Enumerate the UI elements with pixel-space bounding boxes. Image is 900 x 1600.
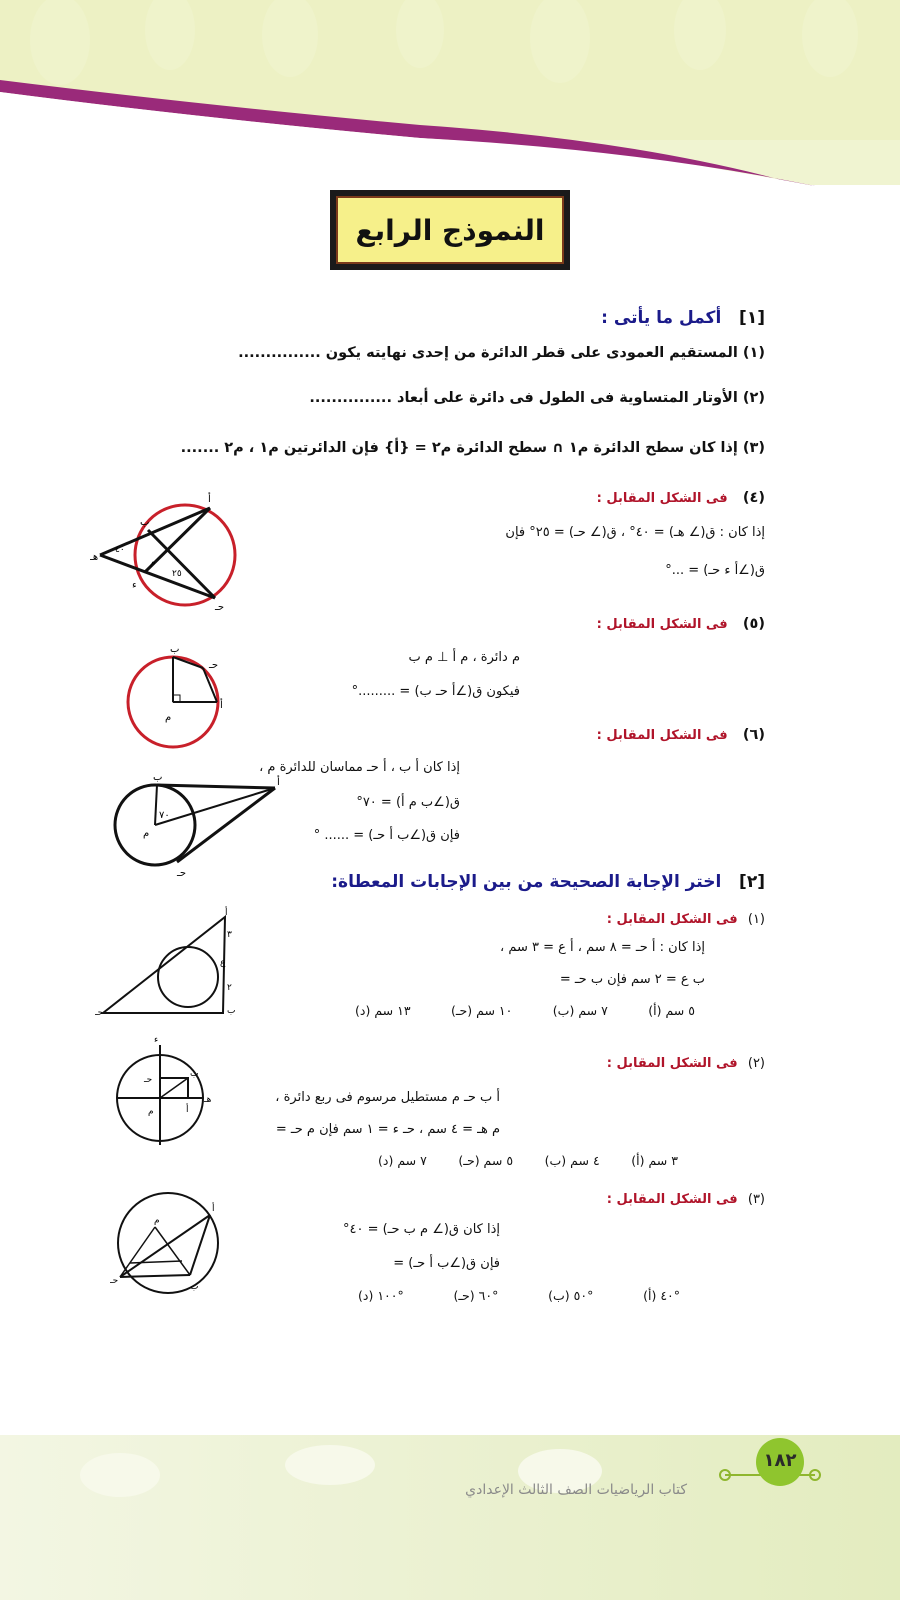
s2-question-3-header [465, 1188, 765, 1207]
s2-q3-line2: فإن ق(∠ب أ حـ) = [393, 1256, 500, 1271]
f7-label-6: حـ [95, 1008, 104, 1018]
section1-title: أكمل ما يأتى : [601, 308, 722, 328]
f7-label-4: ٢ [227, 983, 232, 993]
s1-q5-label: فى الشكل المقابل : [596, 617, 728, 632]
figure-s1-q4 [90, 490, 250, 620]
s2-q1-choice-a[interactable]: (أ) ٥ سم [648, 1003, 695, 1018]
s2-q2-choice-a[interactable]: (أ) ٣ سم [631, 1153, 678, 1168]
s2-q3-choices [358, 1288, 680, 1303]
s2-q1-choices [355, 1003, 695, 1018]
section2-number: [٢] [739, 872, 765, 892]
s2-q3-choice-a[interactable]: (أ) ٤٠° [643, 1288, 680, 1303]
f5-label-3: م [165, 712, 172, 723]
figure-s1-q6 [105, 770, 295, 880]
s1-question-4-header [465, 487, 765, 506]
s1-q4-line2: ق(∠أ ء حـ) = ...° [665, 563, 765, 578]
figure-s1-q5 [115, 640, 235, 760]
s2-q2-choice-d[interactable]: (د) ٧ سم [378, 1153, 427, 1168]
s2-q2-number: (٢) [747, 1056, 765, 1071]
s2-q2-choice-b[interactable]: (ب) ٤ سم [544, 1153, 600, 1168]
f6-label-1: ب [153, 772, 163, 783]
s1-q6-line1: إذا كان أ ب ، أ حـ مماسان للدائرة م ، [259, 760, 460, 775]
s1-question-2: (٢) الأوتار المتساوية فى الطول فى دائرة على أبعاد ............... [309, 390, 765, 406]
s1-q6-line3: فإن ق(∠ب أ حـ) = ...... ° [313, 828, 460, 843]
f4-label-6: م [150, 558, 156, 568]
section2-heading [165, 872, 765, 892]
s2-q1-label: فى الشكل المقابل : [606, 912, 738, 927]
f8-label-5: م [148, 1107, 154, 1117]
s2-q3-number: (٣) [747, 1192, 765, 1207]
f8-label-2: حـ [144, 1075, 153, 1085]
f7-label-5: ب [227, 1006, 236, 1016]
f8-label-6: أ [186, 1105, 189, 1115]
s1-q5-line1: م دائرة ، م أ ⊥ م ب [408, 650, 520, 665]
footer-book-title: كتاب الرياضيات الصف الثالث الإعدادي [465, 1482, 687, 1498]
f4-label-4: ٤٠ [115, 545, 125, 555]
s2-q3-line1: إذا كان ق(∠ م ب حـ) = ٤٠° [342, 1222, 500, 1237]
f5-label-1: ب [170, 644, 180, 655]
f5-label-4: أ [220, 700, 223, 711]
s1-q4-line1: إذا كان : ق(∠ هـ) = ٤٠° ، ق(∠ حـ) = ٢٥° فإن [505, 525, 765, 540]
s2-q2-line1: أ ب حـ م مستطيل مرسوم فى ربع دائرة ، [275, 1090, 500, 1105]
s2-q1-choice-c[interactable]: (حـ) ١٠ سم [450, 1003, 513, 1018]
s1-q4-label: فى الشكل المقابل : [596, 491, 728, 506]
s2-q3-choice-d[interactable]: (د) ١٠٠° [358, 1288, 404, 1303]
f9-label-1: أ [212, 1204, 215, 1214]
f8-label-1: ء [154, 1035, 159, 1045]
section1-number: [١] [739, 308, 765, 328]
page-title-box [330, 190, 570, 270]
f4-label-3: هـ [90, 552, 99, 563]
s1-q6-label: فى الشكل المقابل : [596, 728, 728, 743]
figure-s2-q3 [110, 1185, 230, 1305]
s1-question-3: (٣) إذا كان سطح الدائرة م١ ∩ سطح الدائرة م٢ = {أ} فإن الدائرتين م١ ، م٢ ....... [180, 440, 765, 456]
page-number: ١٨٢ [763, 1450, 797, 1471]
s2-q2-label: فى الشكل المقابل : [606, 1056, 738, 1071]
section1-heading [265, 308, 765, 328]
s1-question-5-header [465, 613, 765, 632]
s1-question-6-header [465, 724, 765, 743]
s1-q5-number: (٥) [742, 616, 765, 632]
s2-q1-choice-d[interactable]: (د) ١٣ سم [355, 1003, 411, 1018]
f6-label-4: أ [277, 777, 280, 788]
f6-label-2: ٧٠ [159, 810, 170, 821]
s1-question-1: (١) المستقيم العمودى على قطر الدائرة من إحدى نهايته يكون ............... [238, 345, 765, 361]
f6-label-5: حـ [177, 868, 187, 879]
s2-q2-line2: م هـ = ٤ سم ، حـ ء = ١ سم فإن م حـ = [275, 1122, 500, 1137]
section2-title: اختر الإجابة الصحيحة من بين الإجابات المعطاة: [331, 872, 722, 892]
f5-label-2: حـ [209, 660, 219, 671]
s2-q3-choice-c[interactable]: (حـ) ٦٠° [453, 1288, 499, 1303]
f6-label-3: م [143, 828, 150, 839]
page-title: النموذج الرابع [336, 196, 564, 264]
f8-label-3: ب [190, 1069, 199, 1079]
f4-label-7: ٢٥ [172, 569, 182, 579]
s1-q4-number: (٤) [742, 490, 765, 506]
f4-label-5: ء [132, 580, 137, 591]
s1-q6-line2: ق(∠ب م أ) = ٧٠° [356, 795, 460, 810]
f9-label-4: حـ [110, 1276, 119, 1286]
f4-label-2: ب [140, 517, 150, 528]
f4-label-8: حـ [215, 602, 225, 613]
s2-q3-choice-b[interactable]: (ب) ٥٠° [548, 1288, 594, 1303]
s2-q2-choice-c[interactable]: (حـ) ٥ سم [458, 1153, 514, 1168]
s2-q2-choices [378, 1153, 678, 1168]
f9-label-2: م [154, 1216, 160, 1226]
s1-q6-number: (٦) [742, 727, 765, 743]
s2-q1-line2: ب ع = ٢ سم فإن ب حـ = [559, 972, 705, 987]
f4-label-1: أ [208, 494, 211, 505]
header-decoration [0, 0, 900, 195]
s2-q1-line1: إذا كان : أ حـ = ٨ سم ، أ ع = ٣ سم ، [499, 940, 705, 955]
s2-q1-number: (١) [747, 912, 765, 927]
f9-label-3: ب [190, 1282, 199, 1292]
s2-question-2-header [465, 1052, 765, 1071]
figure-s2-q1 [95, 905, 245, 1020]
figure-s2-q2 [108, 1030, 213, 1155]
s2-q1-choice-b[interactable]: (ب) ٧ سم [552, 1003, 608, 1018]
f7-label-3: ع [220, 958, 226, 968]
f8-label-4: هـ [204, 1095, 212, 1105]
f7-label-1: أ [225, 908, 228, 918]
f7-label-2: ٣ [227, 930, 232, 940]
s2-q3-label: فى الشكل المقابل : [606, 1192, 738, 1207]
s2-question-1-header [465, 908, 765, 927]
s1-q5-line2: فيكون ق(∠أ حـ ب) = .........° [351, 684, 520, 699]
